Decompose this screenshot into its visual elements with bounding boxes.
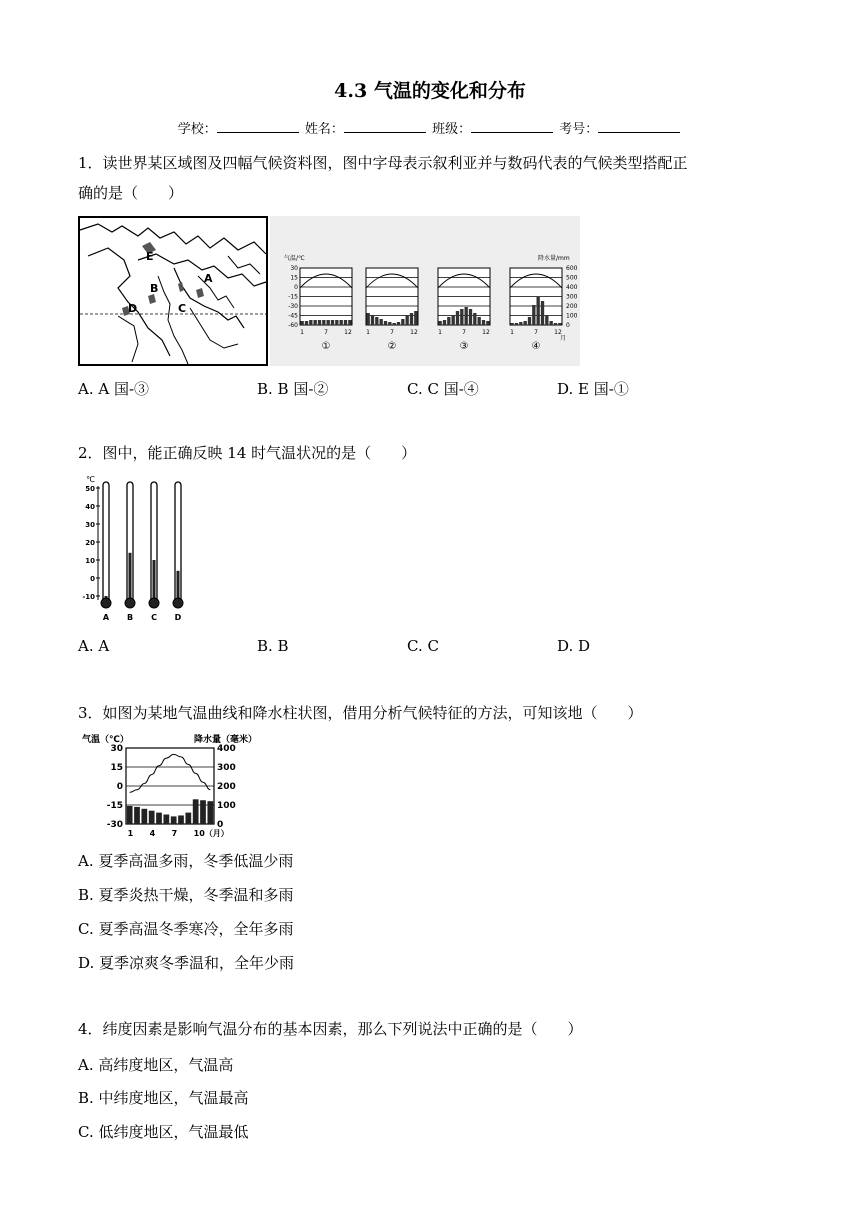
q2-option-b[interactable]: B. B [257, 637, 289, 655]
map-label-c: C [178, 302, 187, 315]
climate-bar [519, 322, 522, 325]
q3-x-tick: 4 [149, 829, 156, 838]
thermometer-label: B [126, 613, 134, 622]
climate-x-tick: 7 [462, 329, 466, 336]
climate-bar [388, 322, 391, 325]
climate-bar [456, 311, 459, 325]
climate-bar [384, 321, 387, 325]
q3-option-a[interactable]: A. 夏季高温多雨，冬季低温少雨 [78, 852, 294, 870]
q3-precip-bar [185, 813, 191, 824]
climate-bar [348, 320, 351, 325]
climate-y-left-tick: 15 [290, 274, 298, 282]
thermo-scale-tick: 0 [90, 575, 95, 583]
q3-precip-bar [163, 815, 169, 825]
class-label: 班级： [432, 122, 472, 137]
q3-precip-bar [207, 801, 213, 824]
climate-bar [340, 320, 343, 325]
climate-bar [414, 311, 417, 325]
question-1-stem-line1: 1．读世界某区域图及四幅气候资料图，图中字母表示叙利亚并与数码代表的气候类型搭配正 [78, 154, 688, 172]
climate-x-tick: 1 [510, 329, 514, 336]
q3-ylabel: 气温（℃） [82, 735, 129, 745]
q3-x-tick: 1 [127, 829, 134, 838]
climate-y-left-tick: 0 [294, 284, 298, 291]
thermometer-label: C [151, 613, 157, 622]
climate-y-right-tick: 400 [566, 284, 578, 291]
climate-bar [344, 320, 347, 325]
name-label: 姓名： [304, 122, 344, 137]
q3-y2-tick: 200 [217, 782, 236, 792]
thermometer-fill [129, 553, 132, 600]
climate-y-right-tick: 500 [566, 274, 578, 282]
climate-bar [537, 297, 540, 325]
climate-bar [554, 323, 557, 325]
climate-bar [532, 305, 535, 325]
climate-chart-number: ④ [531, 341, 541, 352]
climate-bar [305, 321, 308, 325]
q3-y2-tick: 100 [217, 801, 236, 811]
climate-bar [558, 323, 561, 325]
thermometer-fill [177, 571, 180, 600]
name-blank[interactable] [344, 120, 426, 133]
thermometer-label: D [174, 613, 182, 622]
climate-y-right-ticks [566, 265, 578, 329]
question-1-stem [78, 148, 688, 208]
q3-bars [127, 799, 213, 824]
q3-precip-bar [149, 811, 155, 824]
q3-climate-chart [78, 732, 268, 842]
q1-option-b[interactable]: B. B 国-② [257, 380, 329, 398]
student-info-line [0, 118, 860, 137]
climate-bar [331, 320, 334, 325]
q3-y2-tick: 300 [217, 763, 236, 773]
q3-grid [126, 767, 214, 805]
q3-y-tick: 15 [110, 763, 123, 773]
thermometer-label: A [102, 613, 110, 622]
climate-y-left-tick: 30 [290, 265, 298, 272]
climate-bar [401, 319, 404, 325]
climate-bar [301, 321, 304, 325]
q3-temperature-curve [130, 754, 211, 792]
question-4-stem: 4．纬度因素是影响气温分布的基本因素，那么下列说法中正确的是（ ） [78, 1020, 583, 1038]
thermo-scale [82, 485, 100, 601]
climate-y-right-tick: 600 [566, 265, 578, 272]
q3-x-tick: 7 [171, 829, 178, 838]
climate-bar [478, 317, 481, 325]
climate-month-unit: 月 [560, 335, 567, 342]
exam-no-blank[interactable] [598, 120, 680, 133]
question-2-stem: 2．图中，能正确反映 14 时气温状况的是（ ） [78, 444, 417, 462]
climate-x-tick: 12 [410, 329, 418, 336]
map-label-b: B [150, 282, 159, 295]
climate-y-right-tick: 200 [566, 303, 578, 310]
climate-x-tick: 1 [438, 329, 442, 336]
question-1-stem-line2: 确的是（ ） [78, 184, 184, 202]
map-label-e: E [146, 250, 154, 263]
thermometer-fill [153, 560, 156, 600]
climate-y-right-tick: 300 [566, 293, 578, 301]
climate-bar [375, 317, 378, 325]
q3-y-tick: 0 [116, 782, 123, 792]
q3-y-tick: -15 [106, 801, 123, 811]
thermo-scale-tick: 30 [85, 521, 95, 529]
q2-option-d[interactable]: D. D [557, 637, 591, 655]
thermo-scale-tick: -10 [82, 593, 95, 601]
q4-option-a[interactable]: A. 高纬度地区，气温高 [78, 1056, 234, 1074]
climate-bar [309, 320, 312, 325]
q3-option-b[interactable]: B. 夏季炎热干燥，冬季温和多雨 [78, 886, 294, 904]
exam-no-label: 考号： [559, 122, 599, 137]
thermometer-bulb [101, 598, 111, 608]
thermometer-bulb [125, 598, 135, 608]
climate-chart-number: ③ [459, 341, 469, 352]
climate-bar [541, 301, 544, 325]
thermo-scale-tick: 10 [85, 557, 95, 565]
climate-y-left-tick: -60 [288, 322, 298, 329]
climate-bar [486, 321, 489, 325]
q3-y2-tick: 0 [217, 820, 224, 830]
climate-bar [460, 309, 463, 325]
q3-option-d[interactable]: D. 夏季凉爽冬季温和，全年少雨 [78, 954, 295, 972]
thermo-scale-tick: 50 [85, 485, 95, 493]
school-blank[interactable] [217, 120, 299, 133]
climate-y-right-tick: 100 [566, 312, 578, 320]
climate-bar [406, 315, 409, 325]
thermometer-tube [103, 482, 109, 602]
climate-y-right-tick: 0 [566, 322, 570, 329]
thermo-scale-tick: 40 [85, 503, 95, 511]
page-title: 4.3 气温的变化和分布 [334, 80, 526, 102]
q3-precip-bar [134, 807, 140, 824]
climate-x-tick: 12 [554, 329, 562, 336]
climate-charts [270, 216, 580, 366]
climate-bar [367, 313, 370, 325]
climate-bar [371, 315, 374, 325]
climate-bar [410, 313, 413, 325]
climate-bar [465, 307, 468, 325]
climate-bar [327, 320, 330, 325]
climate-bar [322, 320, 325, 325]
climate-bar [515, 323, 518, 325]
q1-option-a[interactable]: A. A 国-③ [78, 380, 150, 398]
question-3-stem: 3．如图为某地气温曲线和降水柱状图，借用分析气候特征的方法，可知该地（ ） [78, 704, 643, 722]
climate-y-left-tick: -15 [288, 293, 298, 301]
thermometer-bulb [149, 598, 159, 608]
climate-bar [482, 320, 485, 325]
climate-bar [528, 317, 531, 325]
q3-y2-tick: 400 [217, 744, 236, 754]
climate-bar [511, 323, 514, 325]
climate-y-left-ticks [288, 265, 298, 329]
climate-bar [335, 320, 338, 325]
climate-y-left-label: 气温/℃ [284, 255, 305, 262]
q3-x-tick: 10（月） [193, 829, 229, 838]
climate-y-left-tick: -45 [288, 312, 298, 320]
q3-precip-bar [127, 806, 133, 824]
climate-bar [550, 321, 553, 325]
q3-precip-bar [178, 815, 184, 824]
thermometer-bulb [173, 598, 183, 608]
climate-bar [443, 320, 446, 325]
q2-option-c[interactable]: C. C [407, 637, 439, 655]
q3-option-c[interactable]: C. 夏季高温冬季寒冷，全年多雨 [78, 920, 294, 938]
q2-option-a[interactable]: A. A [78, 637, 110, 655]
climate-bar [314, 320, 317, 325]
climate-chart-number: ① [321, 341, 331, 352]
q3-precip-bar [193, 799, 199, 824]
climate-x-tick: 12 [344, 329, 352, 336]
climate-bar [318, 320, 321, 325]
q4-option-b[interactable]: B. 中纬度地区，气温最高 [78, 1089, 249, 1107]
map-label-a: A [204, 272, 213, 285]
climate-x-tick: 7 [390, 329, 394, 336]
climate-x-tick: 7 [324, 329, 328, 336]
class-blank[interactable] [471, 120, 553, 133]
thermo-unit: ℃ [86, 475, 95, 484]
climate-y-right-label: 降水量/mm [538, 255, 570, 262]
q3-precip-bar [171, 816, 177, 824]
climate-bar [524, 321, 527, 325]
climate-bar [397, 322, 400, 325]
q3-precip-bar [156, 813, 162, 824]
q1-option-c[interactable]: C. C 国-④ [407, 380, 479, 398]
climate-bar [545, 315, 548, 325]
climate-bar [380, 319, 383, 325]
q3-y-tick: -30 [106, 820, 123, 830]
thermo-scale-tick: 20 [85, 539, 95, 547]
climate-x-tick: 1 [366, 329, 370, 336]
thermometers-figure [78, 470, 198, 622]
q3-precip-bar [200, 800, 206, 824]
climate-chart-number: ② [387, 341, 397, 352]
climate-y-left-tick: -30 [288, 303, 298, 310]
q3-y2label: 降水量（毫米） [194, 735, 258, 745]
climate-bar [447, 317, 450, 325]
climate-bar [439, 321, 442, 325]
region-map [78, 216, 268, 366]
climate-bar [452, 315, 455, 325]
q3-precip-bar [141, 809, 147, 824]
climate-bar [393, 323, 396, 325]
map-label-d: D [128, 302, 138, 315]
q1-option-d[interactable]: D. E 国-① [557, 380, 629, 398]
thermometers [101, 482, 183, 622]
school-label: 学校： [177, 122, 217, 137]
q4-option-c[interactable]: C. 低纬度地区，气温最低 [78, 1123, 249, 1141]
climate-bar [473, 313, 476, 325]
climate-x-tick: 1 [300, 329, 304, 336]
climate-x-tick: 7 [534, 329, 538, 336]
climate-x-tick: 12 [482, 329, 490, 336]
climate-bar [469, 309, 472, 325]
q3-y-tick: 30 [110, 744, 123, 754]
